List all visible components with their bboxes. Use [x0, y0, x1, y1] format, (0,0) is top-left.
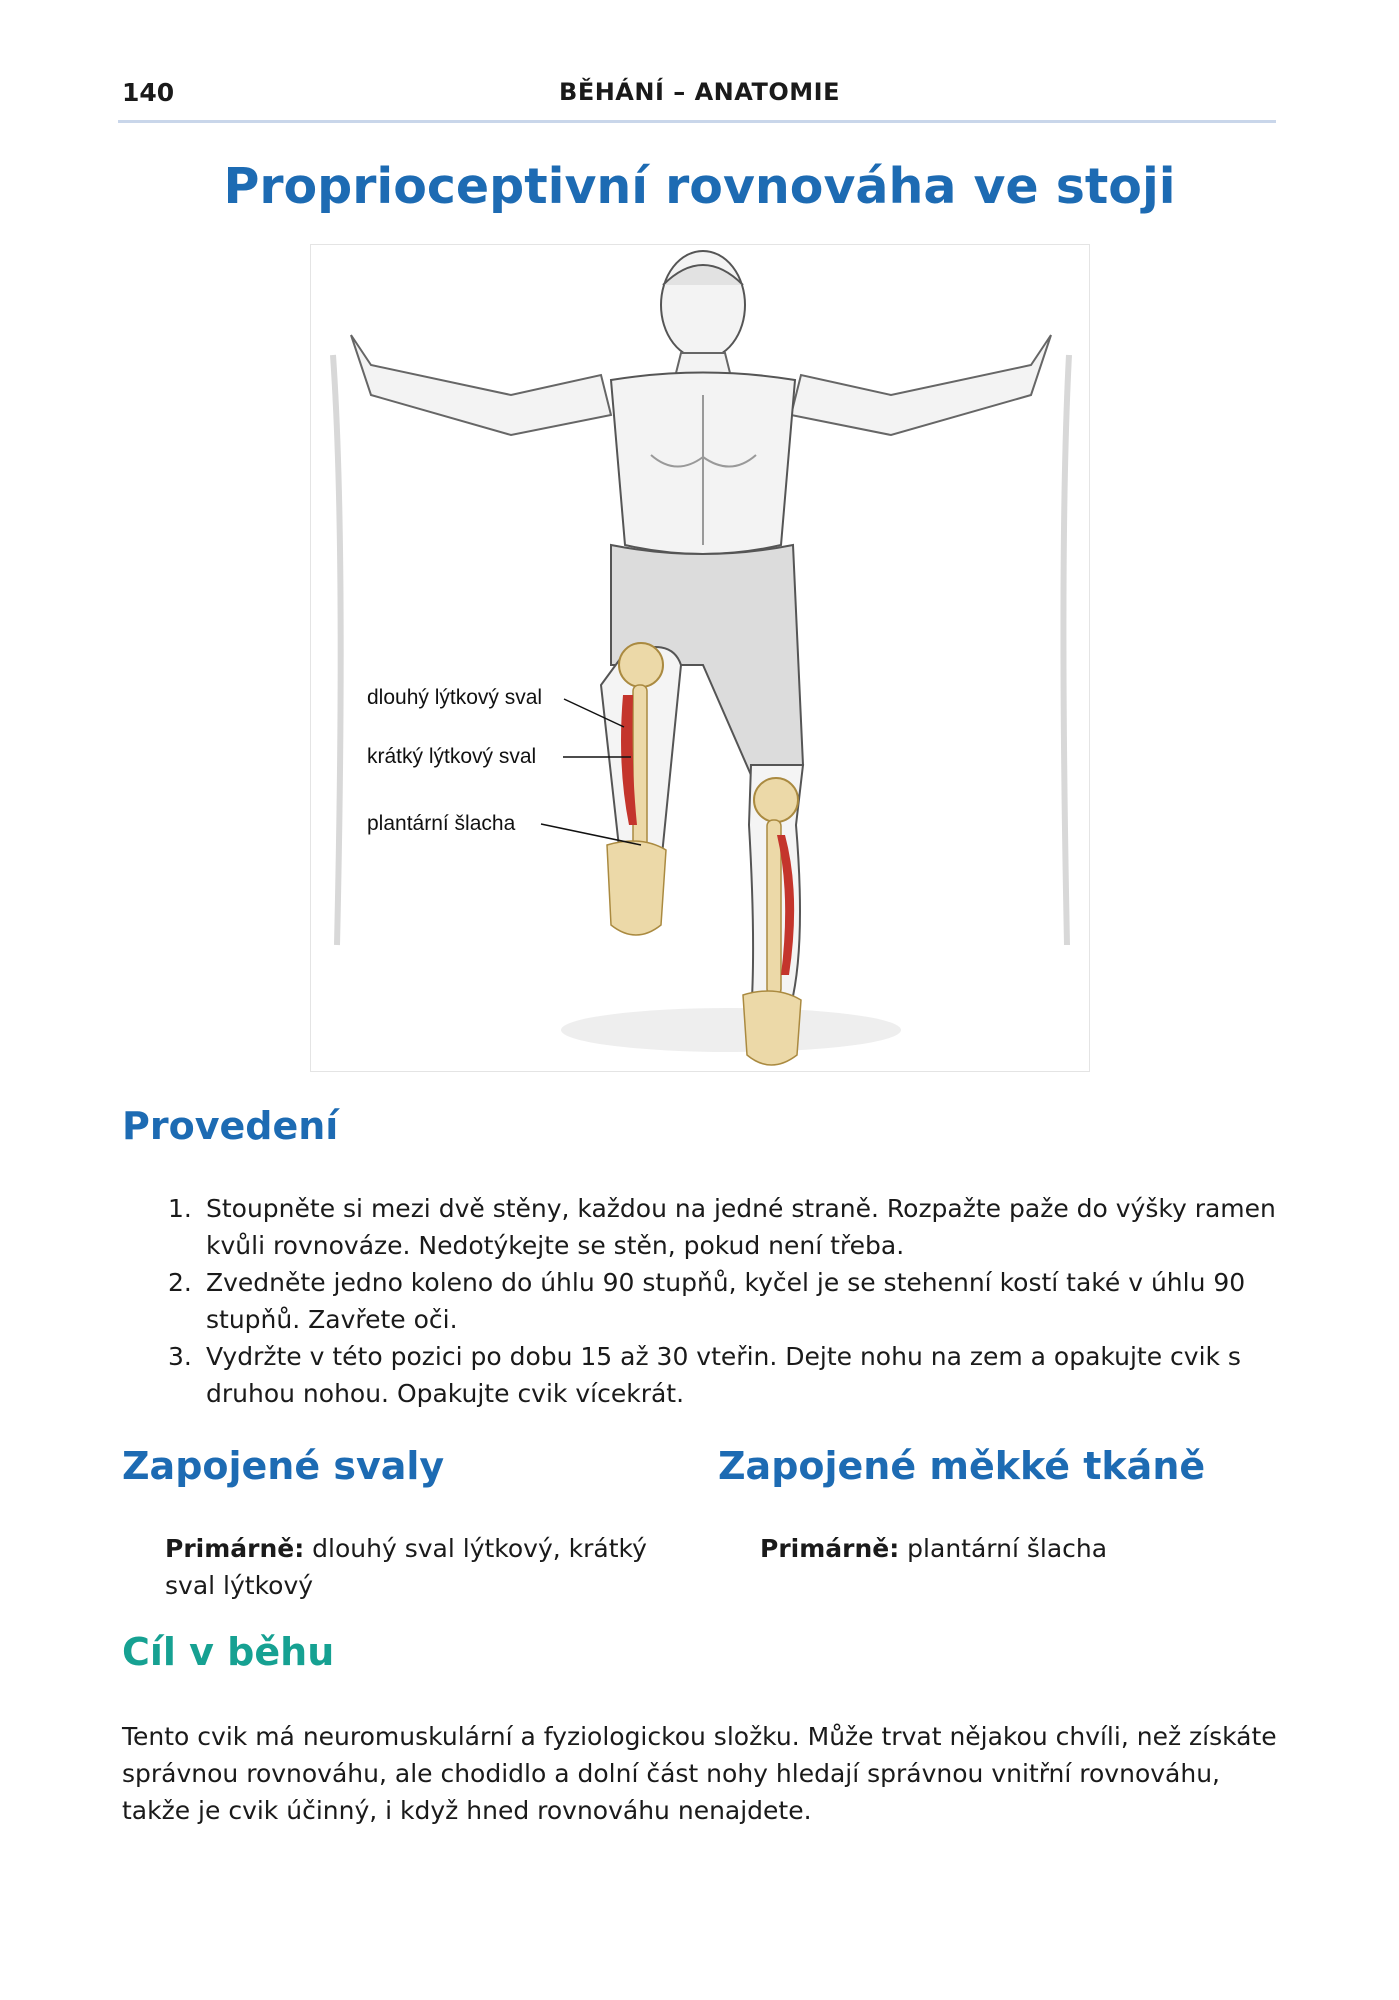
primary-muscles [165, 1530, 655, 1604]
label-long-calf-muscle: dlouhý lýtkový sval [367, 686, 543, 709]
step-item [160, 1264, 1280, 1338]
primary-muscles-text: dlouhý sval lýtkový, krátký sval lýtkový [165, 1534, 647, 1600]
running-head: BĚHÁNÍ – ANATOMIE [559, 78, 840, 106]
step-number: 2. [168, 1268, 192, 1297]
page-number: 140 [122, 78, 175, 107]
step-number: 1. [168, 1194, 192, 1223]
step-number: 3. [168, 1342, 192, 1371]
anatomy-illustration [310, 244, 1090, 1072]
figure-drawing [311, 245, 1089, 1071]
primary-soft-tissue-label: Primárně: [760, 1534, 900, 1563]
goal-paragraph: Tento cvik má neuromuskulární a fyziologickou složku. Může trvat nějakou chvíli, než získáte správnou rovnováhu, ale chodidlo a dolní část nohy hledají správnou vnitřní rovnováhu, takže je cvik účinný, i když hned rovnováhu nenajdete. [122, 1722, 1277, 1825]
page-title: Proprioceptivní rovnováha ve stoji [223, 158, 1176, 215]
heading-cil-v-behu: Cíl v běhu [122, 1630, 335, 1674]
step-text: Vydržte v této pozici po dobu 15 až 30 vteřin. Dejte nohu na zem a opakujte cvik s druhou nohou. Opakujte cvik vícekrát. [206, 1342, 1241, 1408]
heading-zapojene-svaly: Zapojené svaly [122, 1444, 445, 1488]
step-text: Zvedněte jedno koleno do úhlu 90 stupňů, kyčel je se stehenní kostí také v úhlu 90 stupňů. Zavřete oči. [206, 1268, 1246, 1334]
step-item [160, 1338, 1280, 1412]
primary-soft-tissue-text: plantární šlacha [899, 1534, 1108, 1563]
step-text: Stoupněte si mezi dvě stěny, každou na jedné straně. Rozpažte paže do výšky ramen kvůli rovnováze. Nedotýkejte se stěn, pokud není třeba. [206, 1194, 1276, 1260]
heading-zapojene-tkane: Zapojené měkké tkáně [718, 1444, 1206, 1488]
primary-muscles-label: Primárně: [165, 1534, 305, 1563]
heading-provedeni: Provedení [122, 1104, 339, 1148]
steps-list [160, 1190, 1280, 1412]
step-item [160, 1190, 1280, 1264]
header-rule [118, 120, 1276, 123]
label-short-calf-muscle: krátký lýtkový sval [367, 745, 537, 768]
primary-soft-tissue [760, 1530, 1260, 1567]
label-plantar-tendon: plantární šlacha [367, 812, 516, 835]
